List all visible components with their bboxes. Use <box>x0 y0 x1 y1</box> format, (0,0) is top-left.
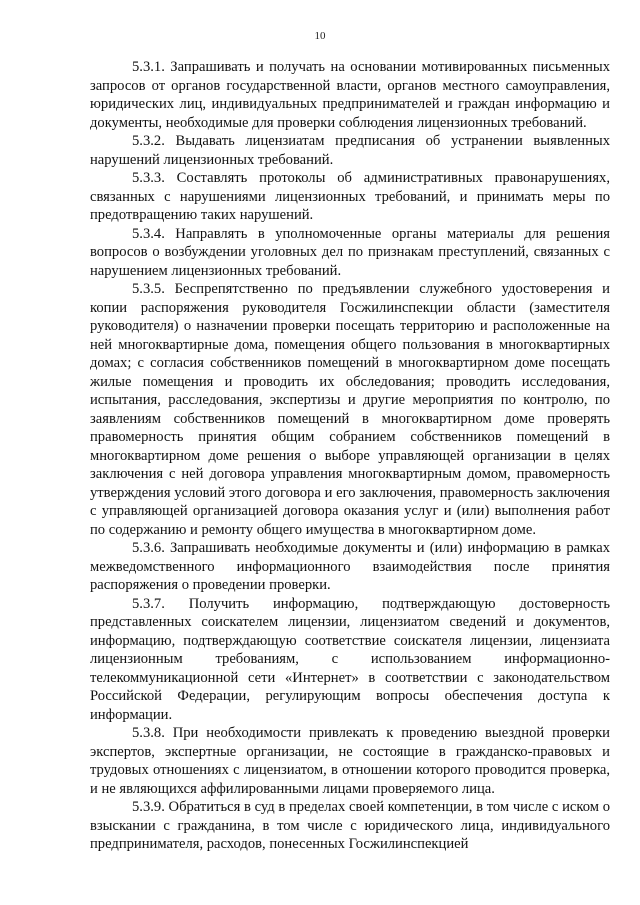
document-body <box>90 58 610 854</box>
paragraph-5-3-8: 5.3.8. При необходимости привлекать к проведению выездной проверки экспертов, экспертные организации, не состоящие в гражданско-правовых и трудовых отношениях с лицензиатом, в отношении которого проводится проверка, и не являющихся аффилированными лицами проверяемого лица. <box>90 725 610 797</box>
paragraph-5-3-6: 5.3.6. Запрашивать необходимые документы и (или) информацию в рамках межведомственного информационного взаимодействия после принятия распоряжения о проведении проверки. <box>90 540 610 593</box>
paragraph-5-3-4: 5.3.4. Направлять в уполномоченные органы материалы для решения вопросов о возбуждении уголовных дел по признакам преступлений, связанных с нарушением лицензионных требований. <box>90 225 610 279</box>
paragraph-5-3-2: 5.3.2. Выдавать лицензиатам предписания об устранении выявленных нарушений лицензионных требований. <box>90 133 610 168</box>
paragraph-5-3-1: 5.3.1. Запрашивать и получать на основании мотивированных письменных запросов от органов государственной власти, органов местного самоуправления, юридических лиц, индивидуальных предпринимателей и граждан информацию и документы, необходимые для проверки соблюдения лицензионных требований. <box>90 59 610 131</box>
paragraph-5-3-7: 5.3.7. Получить информацию, подтверждающую достоверность представленных соискателем лицензии, лицензиатом сведений и документов, информацию, подтверждающую соответствие соискателя лицензии, лицензиата лицензионным требованиям, с использованием информационно-телекоммуникационной сети «Интернет» в соответствии с законодательством Российской Федерации, регулирующим вопросы обеспечения доступа к информации. <box>90 595 610 723</box>
page-number: 10 <box>314 30 326 42</box>
paragraph-5-3-3: 5.3.3. Составлять протоколы об административных правонарушениях, связанных с нарушениями лицензионных требований, и принимать меры по предотвращению таких нарушений. <box>90 170 610 223</box>
paragraph-5-3-5: 5.3.5. Беспрепятственно по предъявлении служебного удостоверения и копии распоряжения руководителя Госжилинспекции области (заместителя руководителя) о назначении проверки посещать территорию и расположенные на ней многоквартирные дома, помещения общего пользования в многоквартирных домах; с согласия собственников помещений в многоквартирном доме посещать жилые помещения и проводить их обследования; проводить исследования, испытания, расследования, экспертизы и другие мероприятия по контролю, по заявлениям собственников помещений в многоквартирном доме проверять правомерность принятия общим собранием собственников помещений в многоквартирном доме решения о выборе управляющей организации в целях заключения с ней договора управления многоквартирным домом, правомерность утверждения условий этого договора и его заключения, правомерность заключения с управляющей организацией договора оказания услуг и (или) выполнения работ по содержанию и ремонту общего имущества в многоквартирном доме. <box>90 281 610 538</box>
paragraph-5-3-9: 5.3.9. Обратиться в суд в пределах своей компетенции, в том числе с иском о взыскании с гражданина, в том числе с юридического лица, индивидуального предпринимателя, расходов, понесенных Госжилинспекцией <box>90 799 610 852</box>
